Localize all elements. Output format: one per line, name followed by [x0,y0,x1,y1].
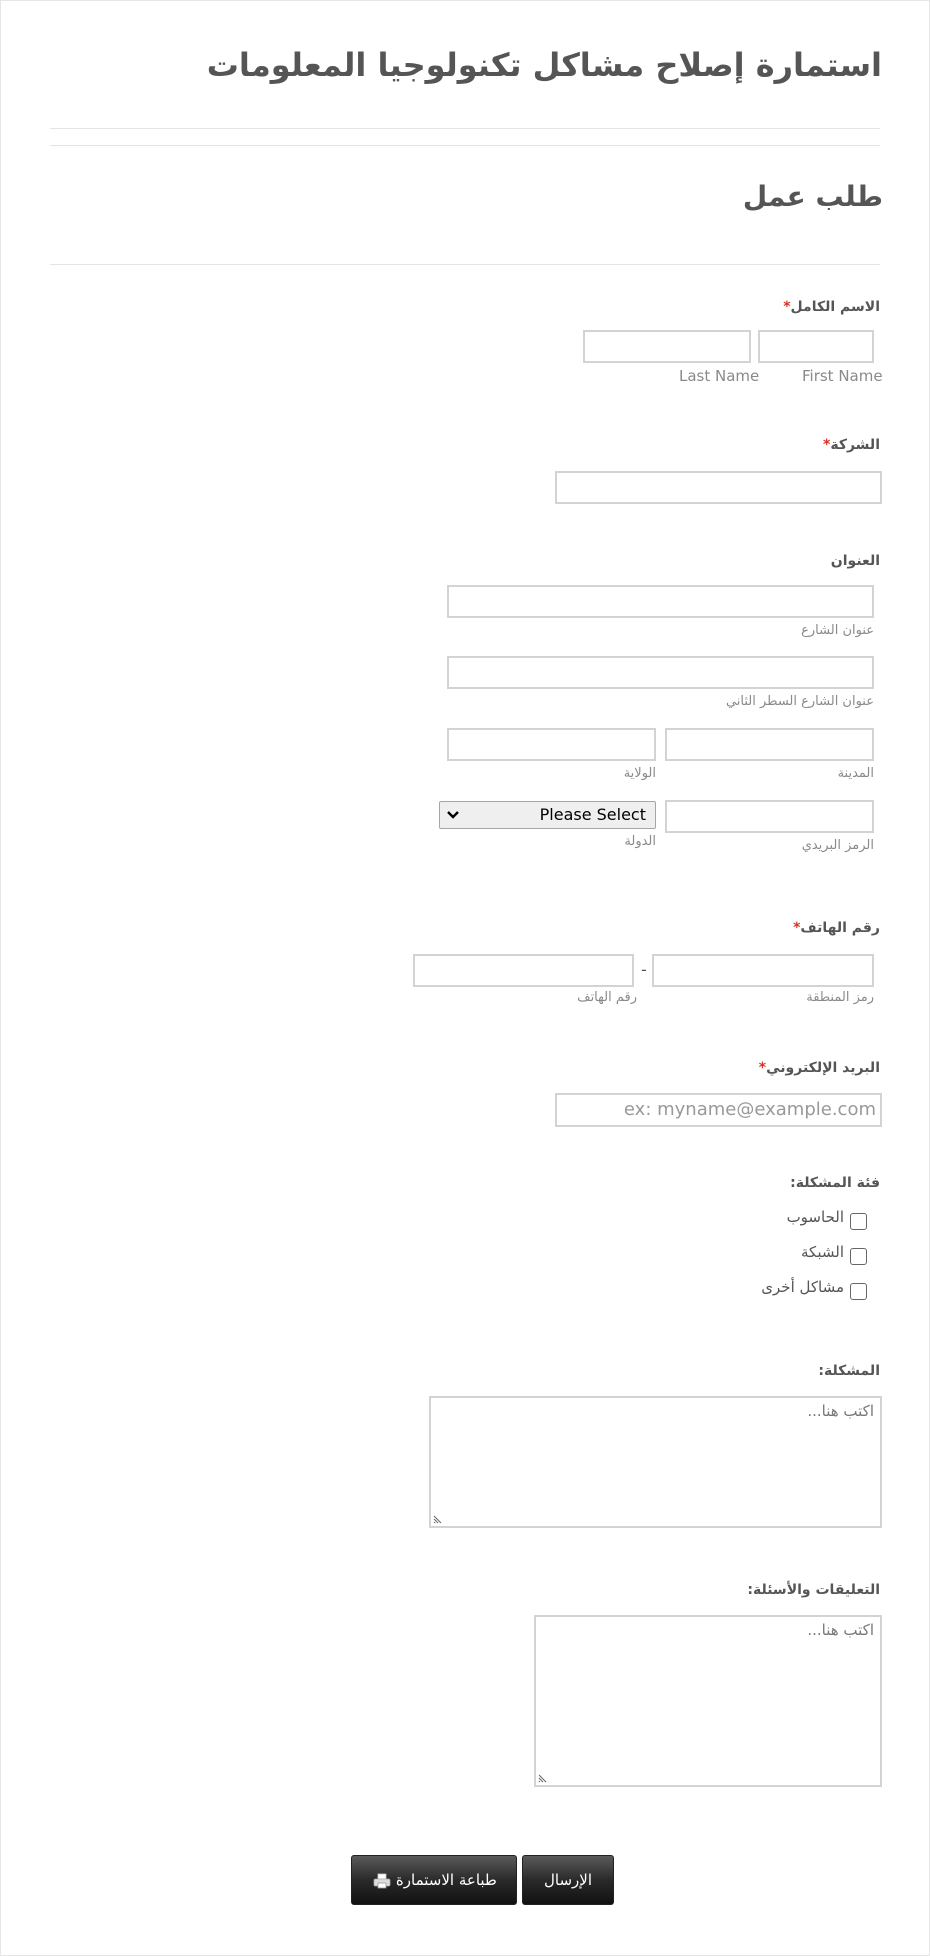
category-option-other: مشاكل أخرى [761,1278,844,1296]
required-mark: * [793,920,801,936]
print-form-button[interactable] [351,1855,517,1905]
email-input[interactable] [555,1093,882,1127]
full-name-label-text: الاسم الكامل [790,299,880,315]
zip-sublabel: الرمز البريدي [801,838,874,853]
full-name-label [783,299,880,315]
first-name-input[interactable] [758,330,874,363]
country-sublabel: الدولة [624,834,656,849]
category-option-computer: الحاسوب [786,1208,844,1226]
first-name-sublabel: First Name [802,367,883,385]
print-button-label: طباعة الاستمارة [395,1871,497,1889]
area-code-input[interactable] [652,954,874,987]
required-mark: * [823,437,831,453]
category-checkbox-network[interactable] [850,1248,867,1265]
submit-button[interactable] [522,1855,614,1905]
comments-label: التعليقات والأسئلة: [747,1582,880,1598]
phone-label [793,920,880,936]
street-address-sublabel: عنوان الشارع [801,623,874,638]
phone-number-sublabel: رقم الهاتف [577,990,637,1005]
country-select-value: Please Select [539,805,646,824]
company-label [823,437,880,453]
comments-textarea[interactable] [534,1615,882,1787]
phone-separator: - [641,960,647,979]
problem-placeholder: اكتب هنا... [807,1402,874,1420]
street-address-line2-input[interactable] [447,656,874,689]
phone-number-input[interactable] [413,954,634,987]
email-label [759,1060,880,1076]
last-name-sublabel: Last Name [679,367,760,385]
company-input[interactable] [555,471,882,504]
divider [50,264,880,265]
zip-input[interactable] [665,800,874,833]
address-label: العنوان [830,553,880,569]
comments-placeholder: اكتب هنا... [807,1621,874,1639]
city-input[interactable] [665,728,874,761]
printer-icon [373,1873,391,1889]
problem-textarea[interactable] [429,1396,882,1528]
category-checkbox-computer[interactable] [850,1213,867,1230]
required-mark: * [783,299,791,315]
form-title: استمارة إصلاح مشاكل تكنولوجيا المعلومات [206,46,882,84]
area-code-sublabel: رمز المنطقة [806,990,874,1005]
street-address-input[interactable] [447,585,874,618]
street-address-line2-sublabel: عنوان الشارع السطر الثاني [725,694,874,709]
state-input[interactable] [447,728,656,761]
problem-label: المشكلة: [818,1363,880,1379]
last-name-input[interactable] [583,330,751,363]
email-label-text: البريد الإلكتروني [766,1060,880,1076]
email-placeholder: ex: myname@example.com [623,1099,876,1120]
country-select[interactable] [439,801,656,829]
required-mark: * [758,1060,767,1076]
divider [50,145,880,146]
phone-label-text: رقم الهاتف [800,920,880,936]
category-option-network: الشبكة [801,1243,844,1261]
submit-button-label: الإرسال [543,1871,592,1889]
divider [50,128,880,129]
resize-grip-icon[interactable] [538,1773,548,1783]
category-label: فئة المشكلة: [790,1175,880,1191]
resize-grip-icon[interactable] [433,1514,443,1524]
category-checkbox-other[interactable] [850,1283,867,1300]
city-sublabel: المدينة [837,766,874,781]
company-label-text: الشركة [830,437,880,453]
section-title: طلب عمل [742,180,883,213]
state-sublabel: الولاية [623,766,656,781]
chevron-down-icon [446,808,460,822]
